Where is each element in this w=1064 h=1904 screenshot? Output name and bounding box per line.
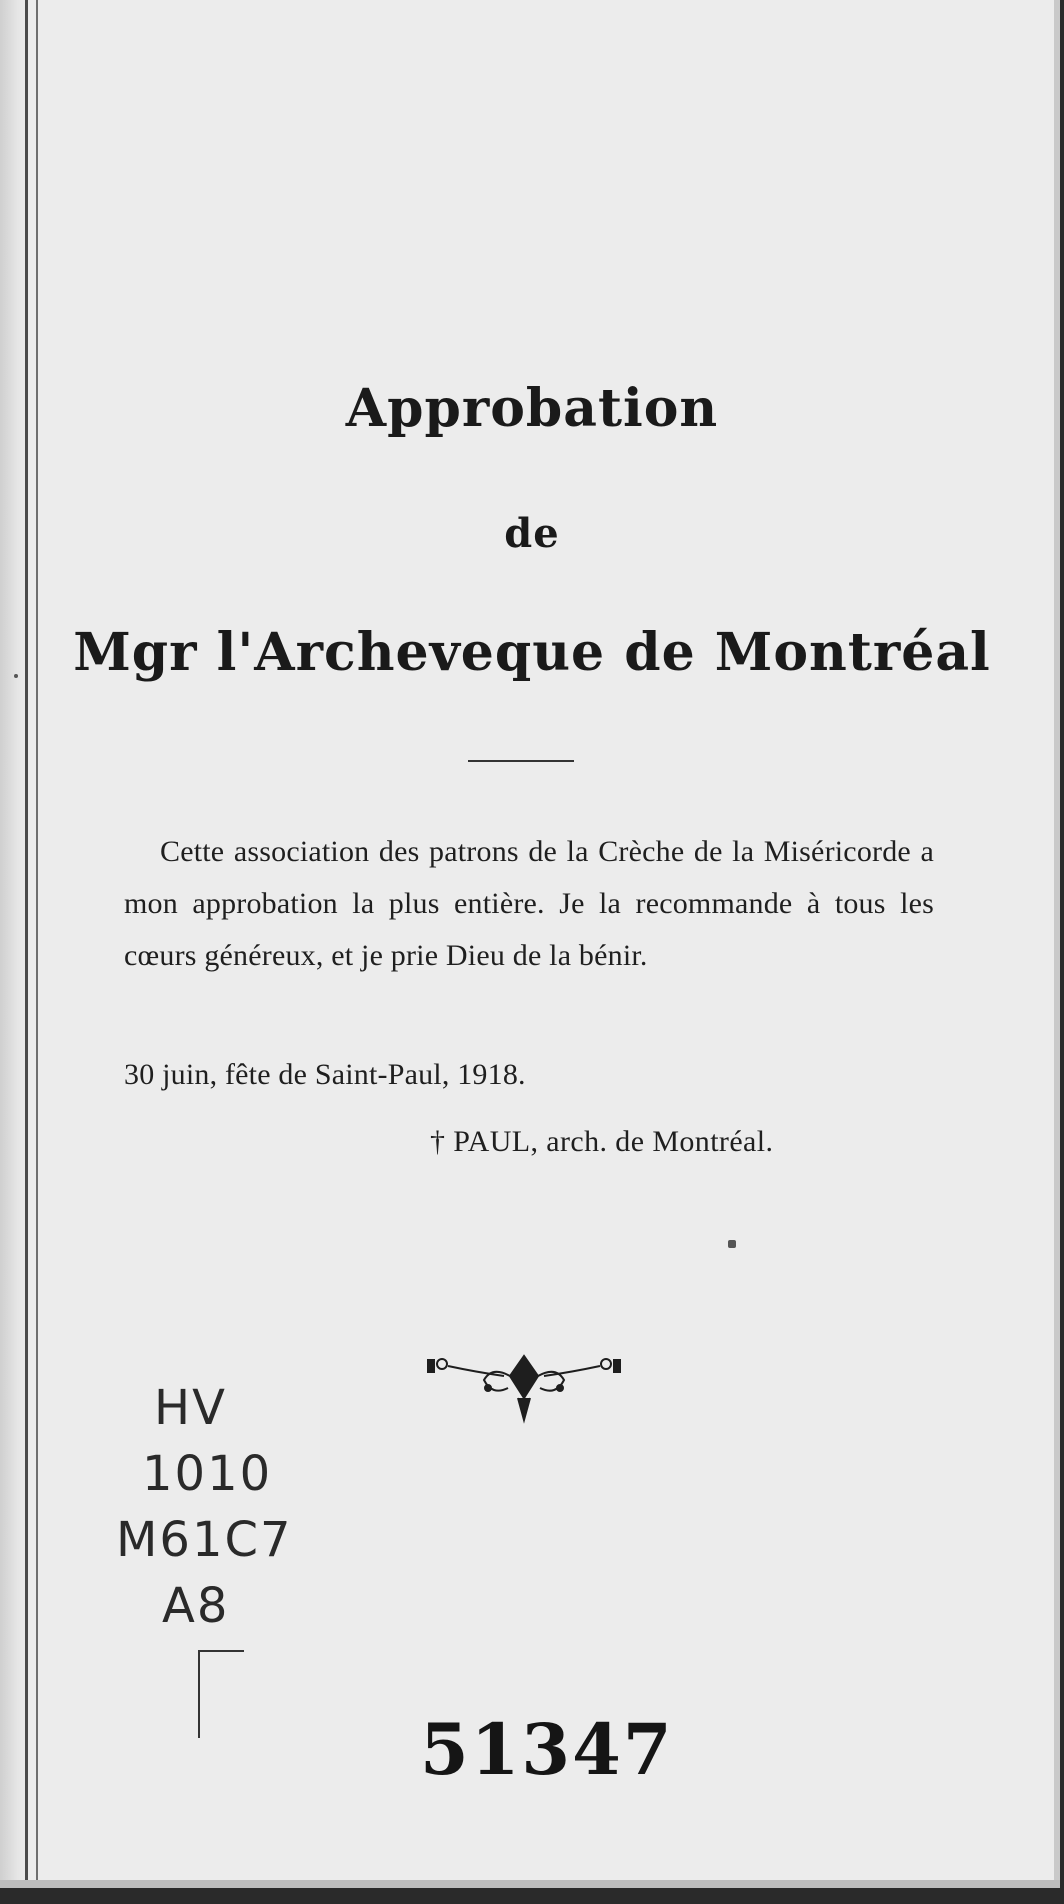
call-number-line: 1010 — [142, 1446, 273, 1502]
call-number-line: HV — [154, 1380, 227, 1436]
approval-paragraph: Cette association des patrons de la Crèche de la Miséricorde a mon approbation la plus entière. Je la recommande à tous les cœurs généreux, et je prie Dieu de la bénir. — [124, 835, 934, 972]
document-subtitle: Mgr l'Archeveque de Montréal — [73, 622, 991, 683]
title-connector: de — [504, 510, 560, 557]
date-line: 30 juin, fête de Saint-Paul, 1918. — [124, 1058, 526, 1091]
document-title: Approbation — [345, 378, 719, 439]
signature-line: † PAUL, arch. de Montréal. — [430, 1125, 774, 1158]
bottom-page-edge — [0, 1880, 1060, 1888]
accession-number: 51347 — [420, 1708, 674, 1791]
binding-edge-line — [25, 0, 28, 1888]
title-divider — [468, 760, 574, 762]
dust-speck — [728, 1240, 736, 1248]
page-edge-line — [36, 0, 38, 1888]
right-page-edge — [1054, 0, 1060, 1888]
call-number-line: M61C7 — [116, 1512, 293, 1568]
handwritten-call-number — [112, 1375, 332, 1639]
ornament-icon — [426, 1350, 622, 1430]
call-number-line: A8 — [162, 1578, 230, 1634]
handwritten-bracket — [198, 1650, 244, 1738]
